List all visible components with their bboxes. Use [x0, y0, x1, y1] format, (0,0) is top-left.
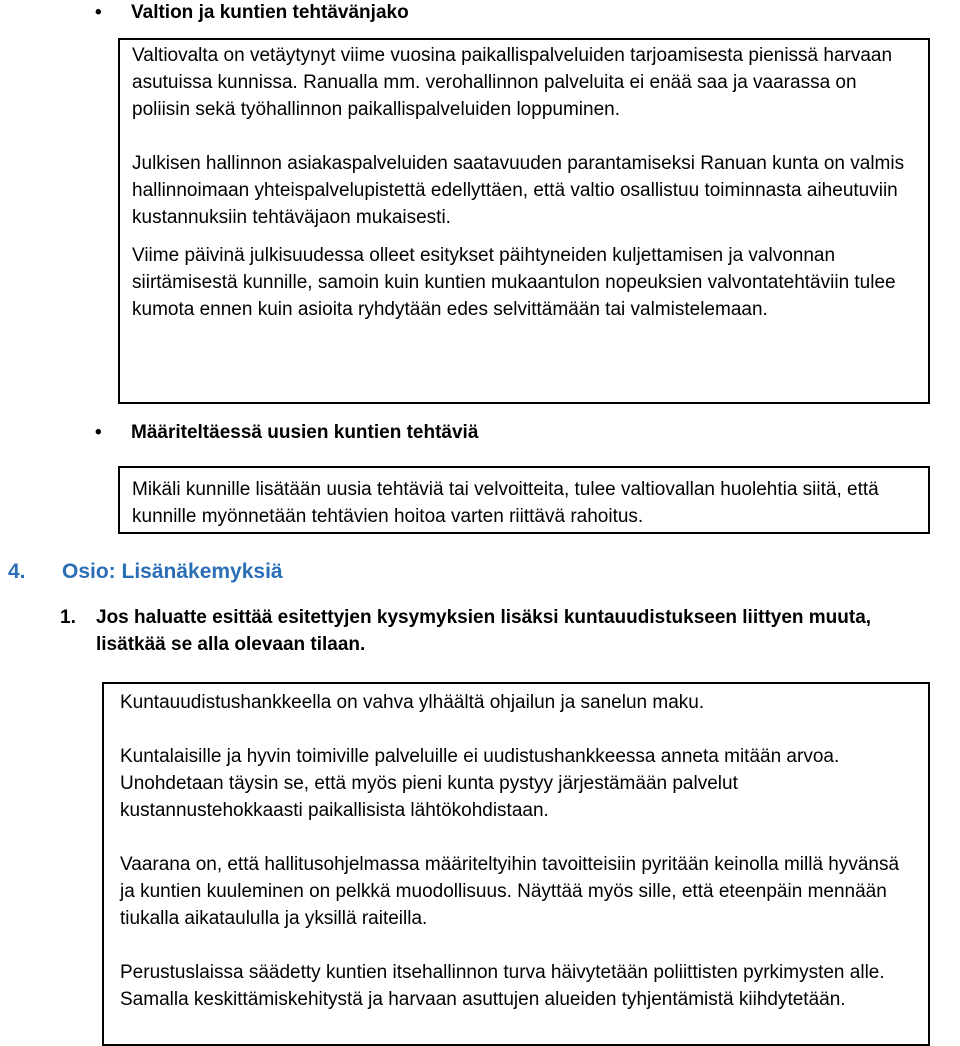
section-title-text: Osio: Lisänäkemyksiä — [62, 560, 283, 583]
answer-box-new-tasks — [118, 466, 930, 534]
answer-paragraph: Kuntalaisille ja hyvin toimiville palveluille ei uudistushankkeessa anneta mitään arvoa. Unohdetaan täysin se, että myös pieni kunta pystyy järjestämään palvelut kustannustehokkaasti paikallisista lähtökohdistaan. — [120, 746, 840, 821]
section-title — [8, 558, 283, 586]
heading-text: Valtion ja kuntien tehtävänjako — [131, 2, 409, 23]
bullet-icon: • — [95, 2, 102, 23]
answer-paragraph: Viime päivinä julkisuudessa olleet esitykset päihtyneiden kuljettamisen ja valvonnan siirtämisestä kunnille, samoin kuin kuntien mukaantulon nopeuksien valvontatehtäviin tulee kumota ennen kuin asioita ryhdytään edes selvittämään tai valmistelemaan. — [132, 245, 896, 320]
answer-paragraph: Julkisen hallinnon asiakaspalveluiden saatavuuden parantamiseksi Ranuan kunta on valmis hallinnoimaan yhteispalvelupistettä edellyttäen, että valtio osallistuu toiminnasta aiheutuviin kustannuksiin tehtäväjaon mukaisesti. — [132, 153, 905, 228]
answer-box-state-tasks — [118, 38, 930, 404]
question-text: Jos haluatte esittää esitettyjen kysymyksien lisäksi kuntauudistukseen liittyen muuta, lisätkää se alla olevaan tilaan. — [96, 607, 872, 655]
question-number: 1. — [60, 607, 76, 628]
bullet-icon: • — [95, 422, 102, 443]
question — [60, 604, 940, 658]
answer-box-additional-views — [102, 682, 930, 1046]
section-number: 4. — [8, 560, 26, 583]
answer-paragraph: Vaarana on, että hallitusohjelmassa määriteltyihin tavoitteisiin pyritään keinolla millä hyvänsä ja kuntien kuuleminen on pelkkä muodollisuus. Näyttää myös sille, että eteenpäin mennään tiukalla aikataululla ja yksillä raiteilla. — [120, 854, 900, 929]
heading-text: Määriteltäessä uusien kuntien tehtäviä — [131, 422, 479, 443]
answer-paragraph: Kuntauudistushankkeella on vahva ylhäältä ohjailun ja sanelun maku. — [120, 692, 705, 713]
answer-paragraph: Valtiovalta on vetäytynyt viime vuosina paikallispalveluiden tarjoamisesta pienissä harvaan asutuissa kunnissa. Ranualla mm. verohallinnon palveluita ei enää saa ja vaarassa on poliisin sekä työhallinnon paikallispalveluiden loppuminen. — [132, 45, 893, 120]
answer-paragraph: Perustuslaissa säädetty kuntien itsehallinnon turva häivytetään poliittisten pyrkimysten alle. Samalla keskittämiskehitystä ja harvaan asuttujen alueiden tyhjentämistä kiihdytetään. — [120, 962, 885, 1010]
answer-paragraph: Mikäli kunnille lisätään uusia tehtäviä tai velvoitteita, tulee valtiovallan huolehtia siitä, että kunnille myönnetään tehtävien hoitoa varten riittävä rahoitus. — [132, 479, 879, 527]
